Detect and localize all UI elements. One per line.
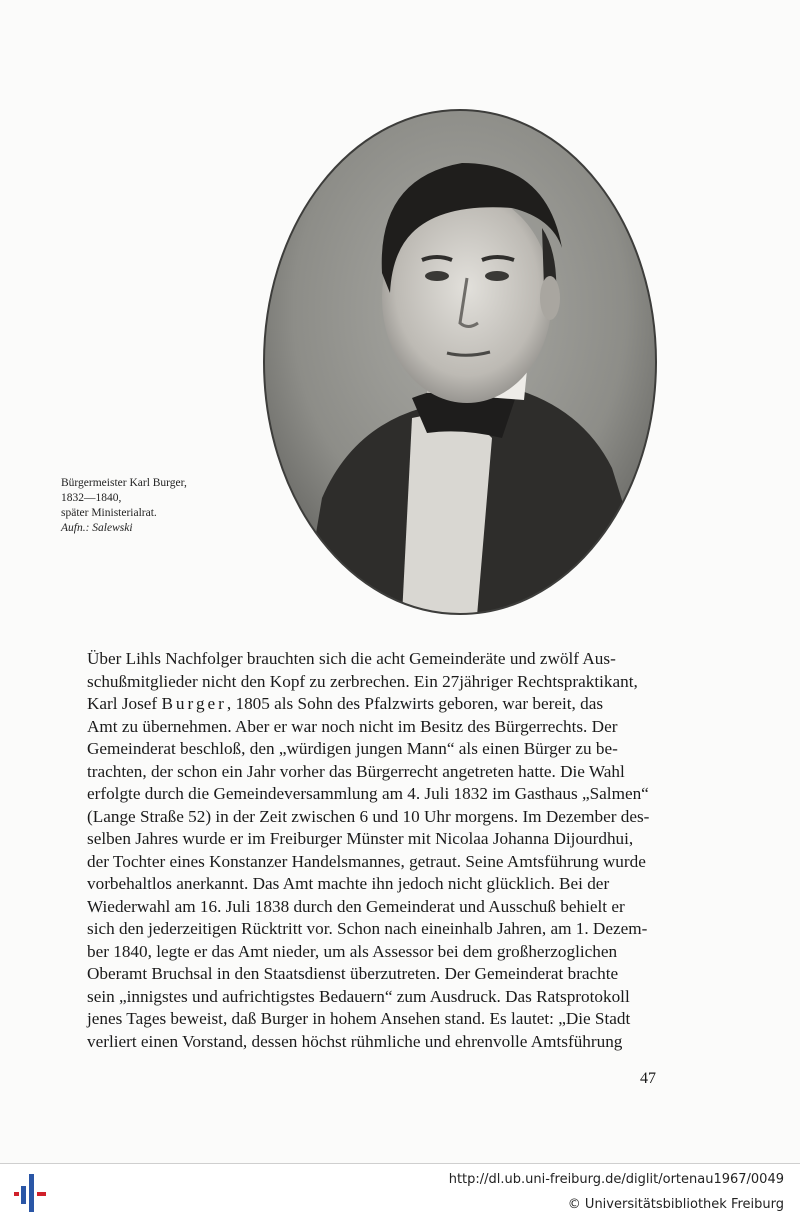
text-line: Über Lihls Nachfolger brauchten sich die acht Gemeinderäte und zwölf Aus- (87, 649, 616, 668)
text-line: Amt zu übernehmen. Aber er war noch nicht im Besitz des Bürgerrechts. Der (87, 716, 618, 736)
page-number: 47 (640, 1070, 656, 1087)
text-line: ber 1840, legte er das Amt nieder, um als Assessor bei dem großherzoglichen (87, 941, 618, 961)
text-line: Oberamt Bruchsal in den Staatsdienst überzutreten. Der Gemeinderat brachte (87, 964, 619, 983)
text-line: sich den jederzeitigen Rücktritt vor. Schon nach eineinhalb Jahren, am 1. Dezem- (87, 919, 648, 938)
text-line: Wiederwahl am 16. Juli 1838 durch den Gemeinderat und Ausschuß behielt er (87, 896, 625, 916)
text-line: (Lange Straße 52) in der Zeit zwischen 6 und 10 Uhr morgens. Im Dezember des- (87, 806, 650, 826)
text-line: verliert einen Vorstand, dessen höchst rühmliche und ehrenvolle Amtsführung (87, 1031, 623, 1051)
text-line: sein „innigstes und aufrichtigstes Bedauern“ zum Ausdruck. Das Ratsprotokoll (87, 986, 630, 1006)
ub-freiburg-logo-icon[interactable] (12, 1172, 52, 1214)
text-line: der Tochter eines Konstanzer Handelsmannes, getraut. Seine Amtsführung wurde (87, 851, 646, 871)
portrait-icon (262, 108, 658, 616)
text-line: Gemeinderat beschloß, den „würdigen jungen Mann“ als einen Bürger zu be- (87, 739, 618, 758)
text-line: trachten, der schon ein Jahr vorher das Bürgerrecht angetreten hatte. Die Wahl (87, 761, 625, 781)
footer-bar (0, 1163, 800, 1221)
spaced-name: Burger (161, 694, 227, 713)
text-line: vorbehaltlos anerkannt. Das Amt machte ihn jedoch nicht glücklich. Bei der (87, 874, 610, 893)
source-url-link[interactable]: http://dl.ub.uni-freiburg.de/diglit/ortenau1967/0049 (448, 1172, 784, 1187)
caption-line: 1832—1840, (61, 492, 122, 504)
copyright-text: © Universitätsbibliothek Freiburg (567, 1197, 784, 1212)
text-line: selben Jahres wurde er im Freiburger Münster mit Nicolaa Johanna Dijourdhui, (87, 829, 634, 848)
text-fragment: , 1805 als Sohn des Pfalzwirts geboren, war bereit, das (226, 694, 604, 713)
text-line: jenes Tages beweist, daß Burger in hohem Ansehen stand. Es lautet: „Die Stadt (87, 1009, 631, 1028)
caption-line: Bürgermeister Karl Burger, (61, 477, 187, 489)
text-line: schußmitglieder nicht den Kopf zu zerbrechen. Ein 27jähriger Rechtspraktikant, (87, 671, 638, 691)
portrait-caption (61, 476, 261, 536)
text-line (87, 693, 661, 716)
caption-line: später Ministerialrat. (61, 507, 157, 519)
photo-credit: Aufn.: Salewski (61, 522, 133, 534)
text-fragment: Karl Josef (87, 694, 162, 713)
body-text (87, 648, 661, 1053)
text-line: erfolgte durch die Gemeindeversammlung am 4. Juli 1832 im Gasthaus „Salmen“ (87, 784, 649, 803)
